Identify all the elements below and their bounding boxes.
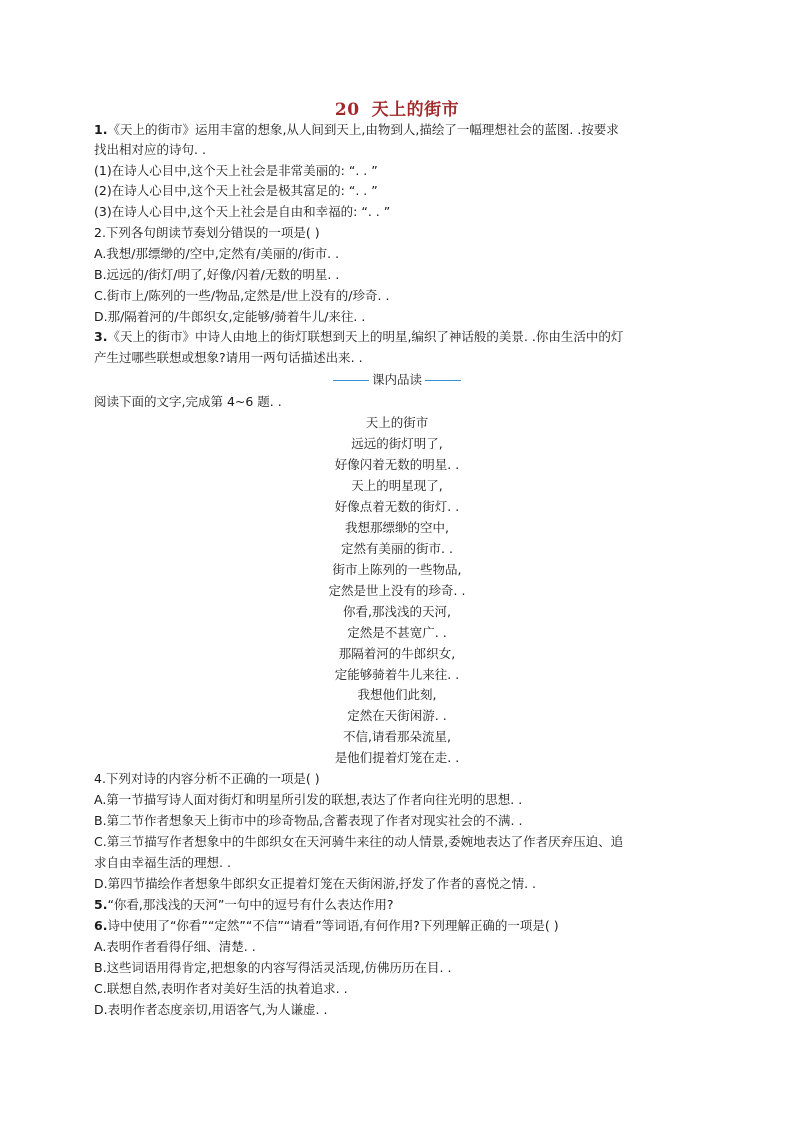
question-6-option-a: A.表明作者看得仔细、清楚. . [94,939,256,954]
question-4-option-c-line-2: 求自由幸福生活的理想. . [94,855,231,870]
poem-line: 定然在天街闲游. . [347,708,447,723]
question-4-option-a: A.第一节描写诗人面对街灯和明星所引发的联想,表达了作者向往光明的思想. . [94,792,523,807]
poem-line: 街市上陈列的一些物品, [332,562,462,577]
question-2-stem: 2.下列各句朗读节奏划分错误的一项是( ) [94,225,320,240]
poem-title: 天上的街市 [365,415,429,430]
lesson-number: 20 [334,100,360,120]
poem-line: 天上的明星现了, [351,478,443,493]
question-4-option-c-line-1: C.第三节描写作者想象中的牛郎织女在天河骑牛来往的动人情景,委婉地表达了作者厌弃压迫、追 [94,834,624,849]
question-6-option-b: B.这些词语用得肯定,把想象的内容写得活灵活现,仿佛历历在目. . [94,960,452,975]
question-3-text: 《天上的街市》中诗人由地上的街灯联想到天上的明星,编织了神话般的美景. .你由生活中的灯 [107,329,624,344]
question-5-text: “你看,那浅浅的天河”一句中的逗号有什么表达作用? [107,897,394,912]
poem-line: 你看,那浅浅的天河, [343,604,451,619]
section-rule-left [333,380,369,381]
question-2-option-c: C.街市上/陈列的一些/物品,定然是/世上没有的/珍奇. . [94,288,390,303]
question-6-text: 诗中使用了“你看”“定然”“不信”“请看”等词语,有何作用?下列理解正确的一项是( ) [107,918,559,933]
poem-line: 远远的街灯明了, [351,436,443,451]
question-1-number: 1. [94,122,108,137]
question-5 [94,896,714,914]
question-4-option-b: B.第二节作者想象天上街市中的珍奇物品,含蓄表现了作者对现实社会的不满. . [94,813,523,828]
poem-line: 定然是不甚宽广. . [347,625,447,640]
poem-line: 是他们提着灯笼在走. . [334,750,460,765]
section-rule-right [425,380,461,381]
poem-line: 定然是世上没有的珍奇. . [328,583,466,598]
reading-instruction: 阅读下面的文字,完成第 4~6 题. . [94,394,282,409]
section-header [0,371,794,389]
page-title [0,98,794,122]
question-3-line-1 [94,328,714,346]
question-1-text: 《天上的街市》运用丰富的想象,从人间到天上,由物到人,描绘了一幅理想社会的蓝图. .按要求 [107,122,619,137]
poem-line: 我想那缥缈的空中, [345,520,449,535]
question-3-number: 3. [94,329,108,344]
question-6-option-c: C.联想自然,表明作者对美好生活的执着追求. . [94,981,348,996]
question-6-stem [94,917,714,935]
section-heading-text: 课内品读 [371,372,422,387]
poem-line: 好像点着无数的街灯. . [334,499,460,514]
question-2-option-a: A.我想/那缥缈的/空中,定然有/美丽的/街市. . [94,246,340,261]
poem-line: 好像闪着无数的明星. . [334,457,460,472]
poem-line: 不信,请看那朵流星, [343,729,451,744]
question-1-line-2: 找出相对应的诗句. . [94,142,206,157]
poem-line: 那隔着河的牛郎织女, [338,646,456,661]
question-6-number: 6. [94,918,108,933]
lesson-title: 天上的街市 [371,100,460,120]
poem-line: 定能够骑着牛儿来往. . [334,667,460,682]
question-5-number: 5. [94,897,108,912]
question-2-option-b: B.远远的/街灯/明了,好像/闪着/无数的明星. . [94,267,340,282]
question-4-stem: 4.下列对诗的内容分析不正确的一项是( ) [94,771,320,786]
question-4-option-d: D.第四节描绘作者想象牛郎织女正提着灯笼在天街闲游,抒发了作者的喜悦之情. . [94,876,536,891]
question-1-item-1: (1)在诗人心目中,这个天上社会是非常美丽的: “. . ” [94,163,378,178]
poem-line: 定然有美丽的街市. . [341,541,453,556]
question-1-line-1 [94,121,714,139]
question-3-line-2: 产生过哪些联想或想象?请用一两句话描述出来. . [94,350,363,365]
question-2-option-d: D.那/隔着河的/牛郎织女,定能够/骑着牛儿/来往. . [94,309,366,324]
question-1-item-2: (2)在诗人心目中,这个天上社会是极其富足的: “. . ” [94,183,378,198]
question-1-item-3: (3)在诗人心目中,这个天上社会是自由和幸福的: “. . ” [94,204,391,219]
poem-line: 我想他们此刻, [357,687,437,702]
question-6-option-d: D.表明作者态度亲切,用语客气,为人谦虚. . [94,1002,328,1017]
